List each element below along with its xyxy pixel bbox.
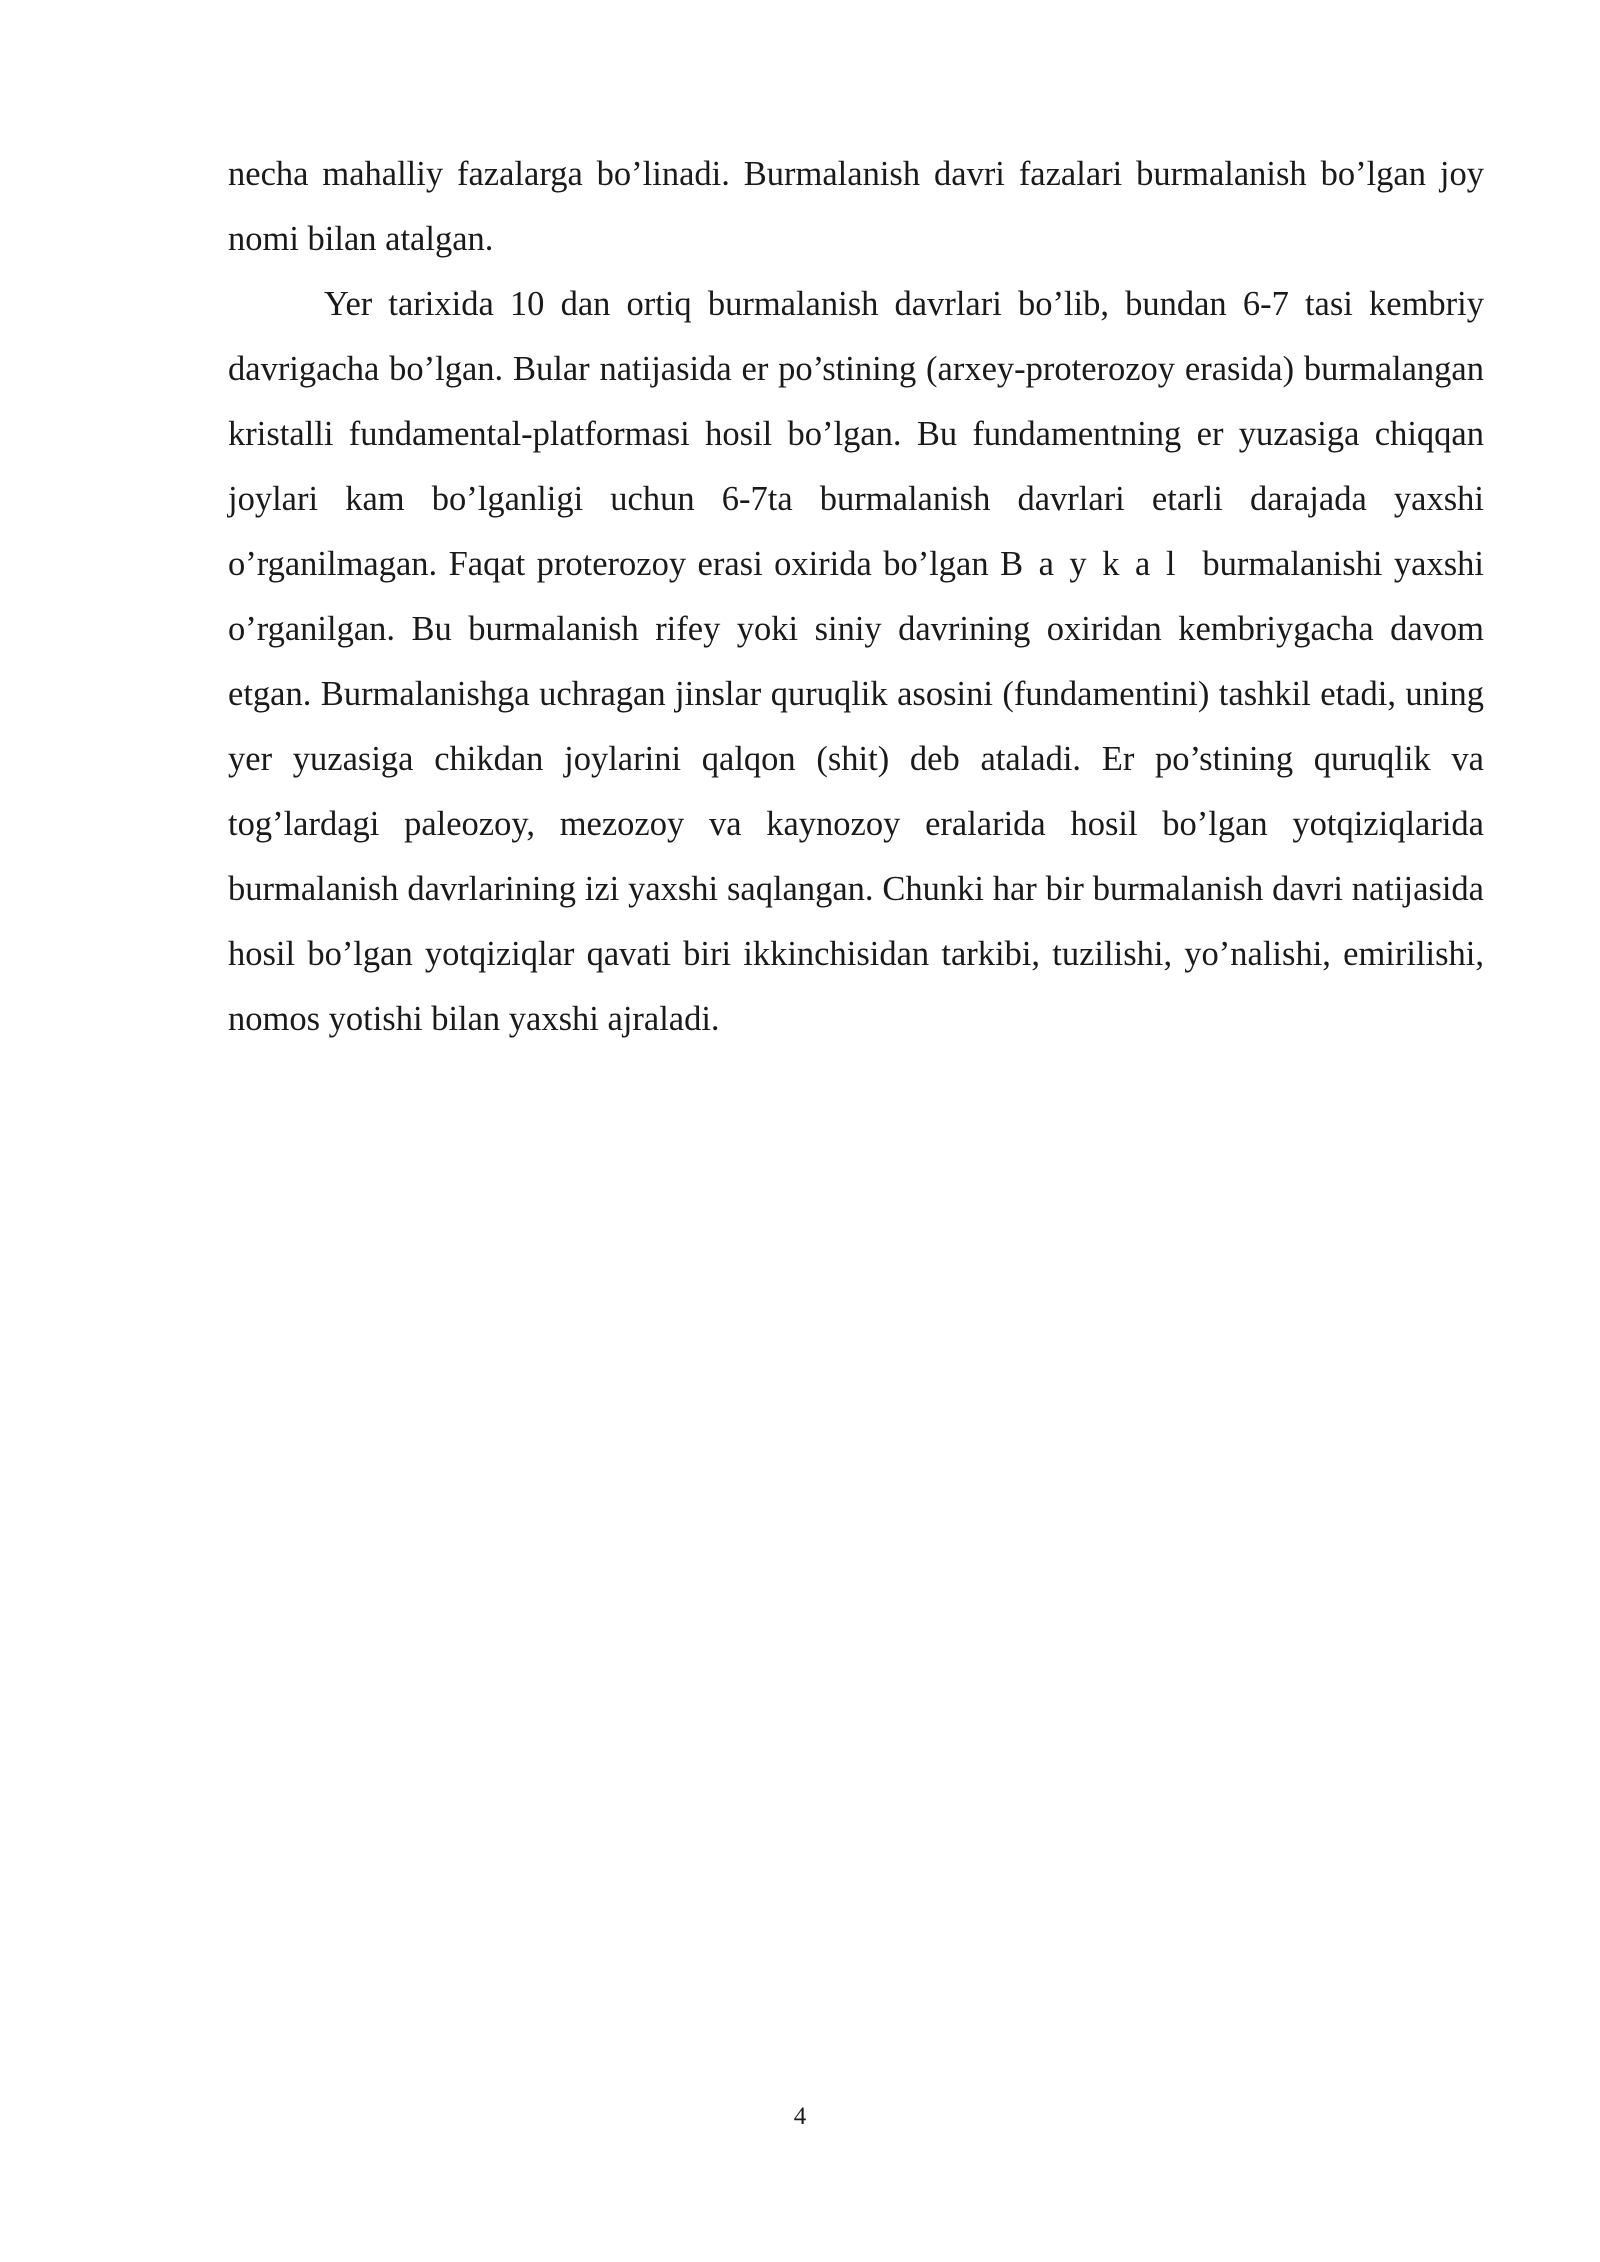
paragraph-2 — [228, 272, 1484, 1052]
spaced-word: Baykal — [1000, 545, 1191, 583]
paragraph-2-part-1: Yer tarixida 10 dan ortiq burmalanish davrlari bo’lib, bundan 6-7 tasi kembriy davrigacha bo’lgan. Bular natijasida er po’stining (arxey-proterozoy erasida) burmalangan kristalli fundamental-platformasi hosil bo’lgan. Bu fundamentning er yuzasiga chiqqan joylari kam bo’lganligi uchun 6-7ta burmalanish davrlari etarli darajada yaxshi o’rganilmagan. Faqat proterozoy erasi oxirida bo’lgan — [228, 285, 1484, 583]
paragraph-1: necha mahalliy fazalarga bo’linadi. Burmalanish davri fazalari burmalanish bo’lgan joy nomi bilan atalgan. — [228, 155, 1484, 258]
page-number: 4 — [793, 2103, 807, 2130]
body-text — [228, 142, 1484, 1052]
paragraph-2-part-2: burmalanishi yaxshi o’rganilgan. Bu burmalanish rifey yoki siniy davrining oxiridan kembriygacha davom etgan. Burmalanishga uchragan jinslar quruqlik asosini (fundamentini) tashkil etadi, uning yer yuzasiga chikdan joylarini qalqon (shit) deb ataladi. Er po’stining quruqlik va tog’lardagi paleozoy, mezozoy va kaynozoy eralarida hosil bo’lgan yotqiziqlarida burmalanish davrlarining izi yaxshi saqlangan. Chunki har bir burmalanish davri natijasida hosil bo’lgan yotqiziqlar qavati biri ikkinchisidan tarkibi, tuzilishi, yo’nalishi, emirilishi, nomos yotishi bilan yaxshi ajraladi. — [228, 545, 1484, 1038]
